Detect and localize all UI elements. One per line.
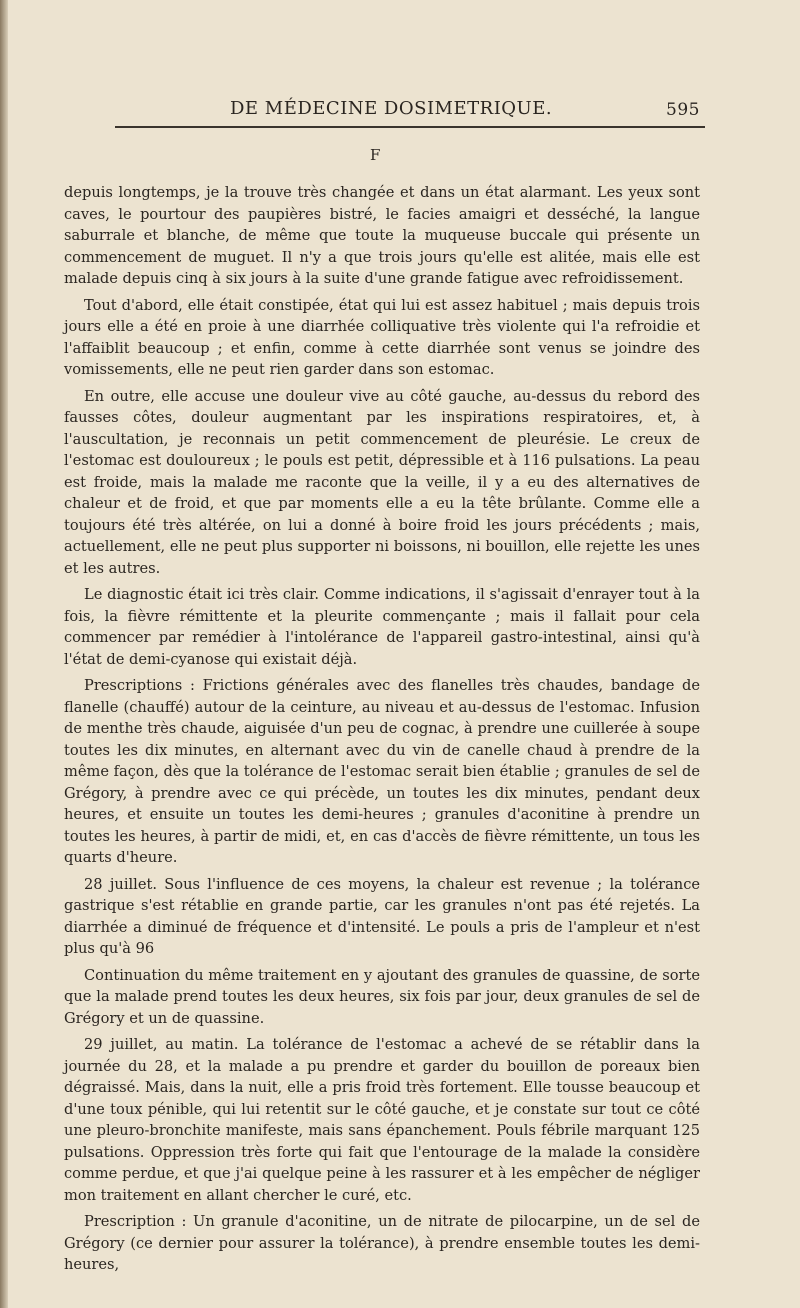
paragraph-4: Le diagnostic était ici très clair. Comme indications, il s'agissait d'enrayer tout à la fois, la fièvre rémittente et la pleurite commençante ; mais il fallait pour cela commencer par remédier à l'intolérance de l'appareil gastro-intestinal, ainsi qu'à l'état de demi-cyanose qui existait déjà.: [64, 586, 700, 668]
header-rule: [115, 126, 705, 128]
signature-mark: F: [370, 146, 381, 164]
paragraph-7: Continuation du même traitement en y ajoutant des granules de quassine, de sorte que la malade prend toutes les deux heures, six fois par jour, deux granules de sel de Grégory et un de quassine.: [64, 966, 700, 1027]
paragraph-3: En outre, elle accuse une douleur vive au côté gauche, au-dessus du rebord des fausses côtes, douleur augmentant par les inspirations respiratoires, et, à l'auscultation, je reconnais un petit commencement de pleurésie. Le creux de l'estomac est douloureux ; le pouls est petit, dépressible et à 116 pulsations. La peau est froide, mais la malade me raconte que la veille, il y a eu des alternatives de chaleur et de froid, et que par moments elle a eu la tête brûlante. Comme elle a toujours été très altérée, on lui a donné à boire froid les jours précédents ; mais, actuellement, elle ne peut plus supporter ni boissons, ni bouillon, elle rejette les unes et les autres.: [64, 387, 700, 577]
page-binding-edge: [0, 0, 8, 1308]
page-number: 595: [666, 100, 700, 120]
body-text: [64, 182, 700, 1281]
paragraph-6: 28 juillet. Sous l'influence de ces moyens, la chaleur est revenue ; la tolérance gastrique s'est rétablie en grande partie, car les granules n'ont pas été rejetés. La diarrhée a diminué de fréquence et d'intensité. Le pouls a pris de l'ampleur et n'est plus qu'à 96: [64, 875, 700, 957]
paragraph-2: Tout d'abord, elle était constipée, état qui lui est assez habituel ; mais depuis trois jours elle a été en proie à une diarrhée colliquative très violente qui l'a refroidie et l'affaiblit beaucoup ; et enfin, comme à cette diarrhée sont venus se joindre des vomissements, elle ne peut rien garder dans son estomac.: [64, 296, 700, 378]
paragraph-8: 29 juillet, au matin. La tolérance de l'estomac a achevé de se rétablir dans la journée du 28, et la malade a pu prendre et garder du bouillon de poreaux bien dégraissé. Mais, dans la nuit, elle a pris froid très fortement. Elle tousse beaucoup et d'une toux pénible, qui lui retentit sur le côté gauche, et je constate sur tout ce côté une pleuro-bronchite manifeste, mais sans épanchement. Pouls fébrile marquant 125 pulsations. Oppression très forte qui fait que l'entourage de la malade la considère comme perdue, et que j'ai quelque peine à les rassurer et à les empêcher de négliger mon traitement en allant chercher le curé, etc.: [64, 1036, 700, 1204]
paragraph-9: Prescription : Un granule d'aconitine, un de nitrate de pilocarpine, un de sel de Grégory (ce dernier pour assurer la tolérance), à prendre ensemble toutes les demi-heures,: [64, 1213, 700, 1273]
paragraph-5: Prescriptions : Frictions générales avec des flanelles très chaudes, bandage de flanelle (chauffé) autour de la ceinture, au niveau et au-dessus de l'estomac. Infusion de menthe très chaude, aiguisée d'un peu de cognac, à prendre une cuillerée à soupe toutes les dix minutes, en alternant avec du vin de canelle chaud à prendre de la même façon, dès que la tolérance de l'estomac serait bien établie ; granules de sel de Grégory, à prendre avec ce qui précède, un toutes les dix minutes, pendant deux heures, et ensuite un toutes les demi-heures ; granules d'aconitine à prendre un toutes les heures, à partir de midi, et, en cas d'accès de fièvre rémittente, un tous les quarts d'heure.: [64, 677, 700, 866]
paragraph-1: depuis longtemps, je la trouve très changée et dans un état alarmant. Les yeux sont caves, le pourtour des paupières bistré, le facies amaigri et desséché, la langue saburrale et blanche, de même que toute la muqueuse buccale qui présente un commencement de muguet. Il n'y a que trois jours qu'elle est alitée, mais elle est malade depuis cinq à six jours à la suite d'une grande fatigue avec refroidissement.: [64, 184, 700, 287]
running-title: DE MÉDECINE DOSIMETRIQUE.: [230, 98, 553, 119]
